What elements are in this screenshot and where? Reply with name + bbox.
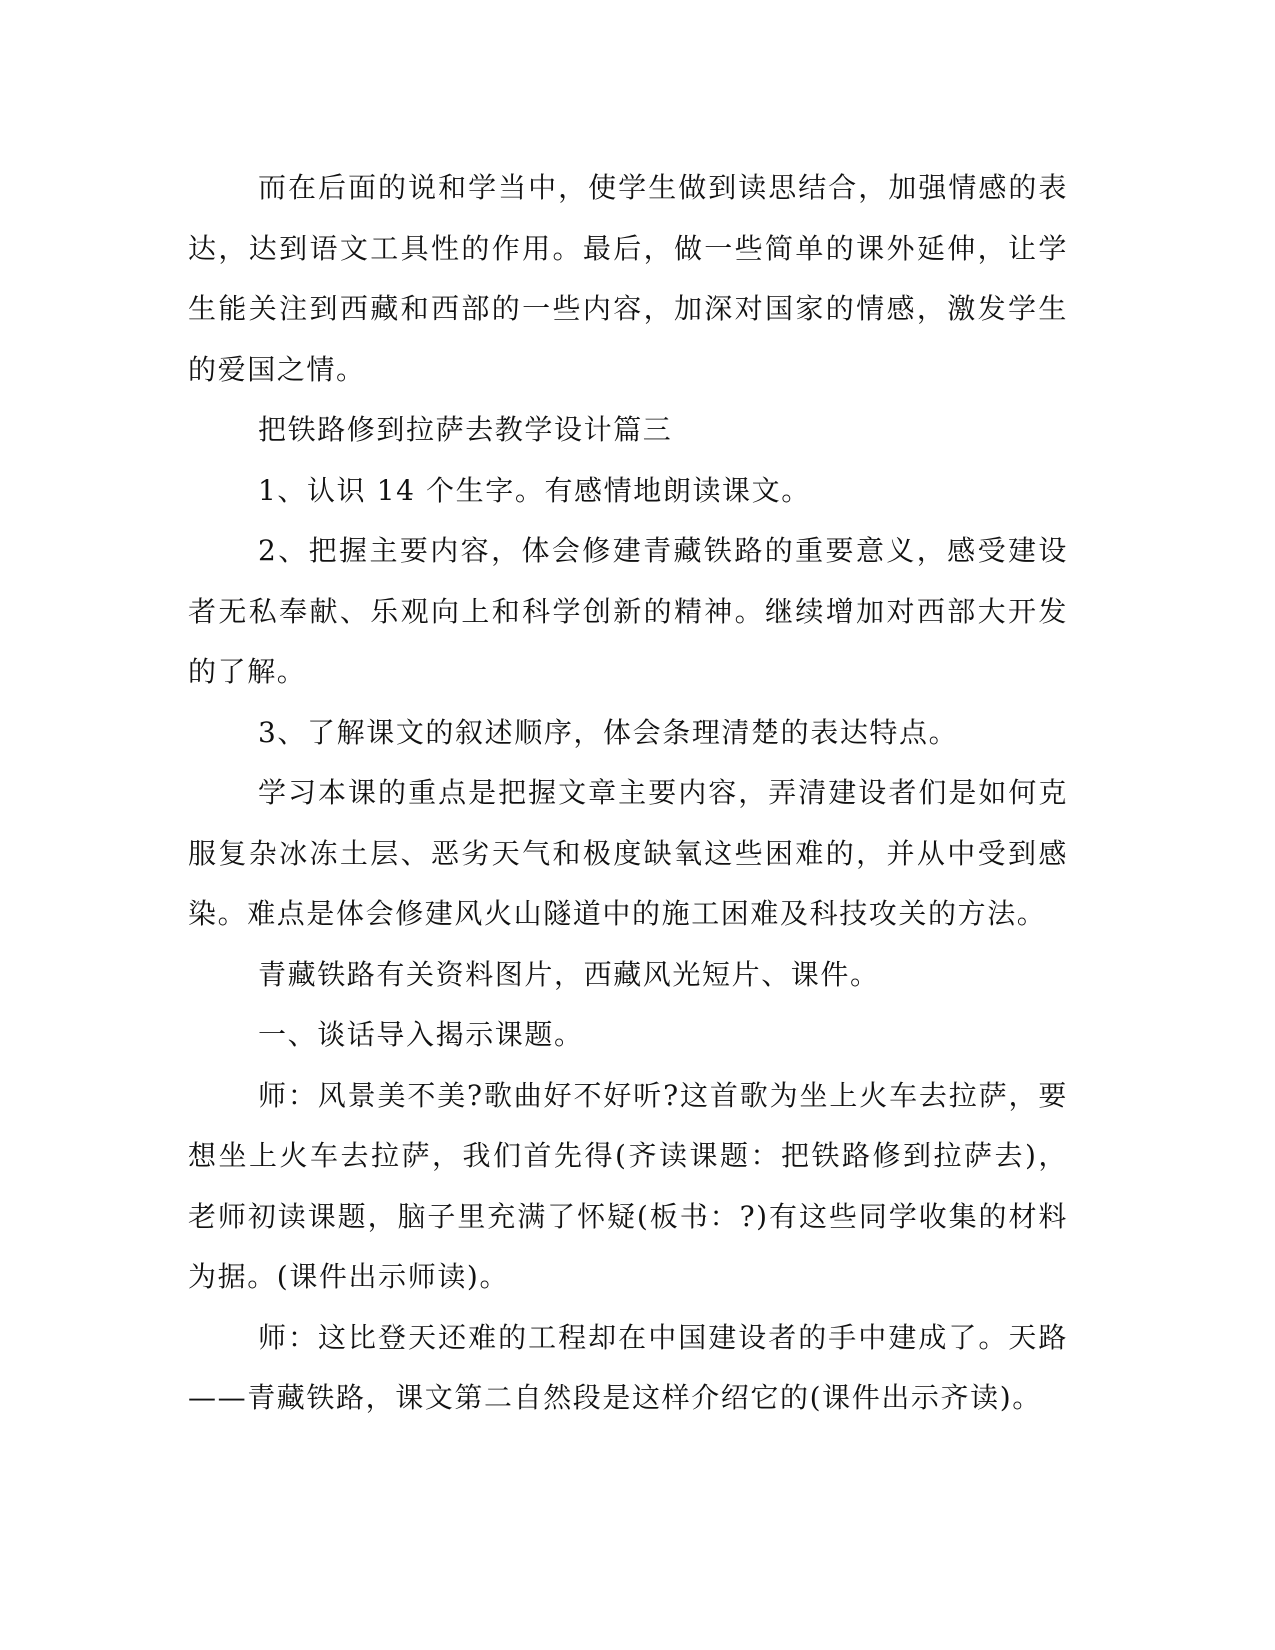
- objective-3: 3、了解课文的叙述顺序，体会条理清楚的表达特点。: [258, 715, 959, 749]
- document-body: [188, 158, 1068, 1429]
- key-points-paragraph: 学习本课的重点是把握文章主要内容，弄清建设者们是如何克服复杂冰冻土层、恶劣天气和极度缺氧这些困难的，并从中受到感染。难点是体会修建风火山隧道中的施工困难及科技攻关的方法。: [188, 776, 1068, 930]
- section-title: 把铁路修到拉萨去教学设计篇三: [258, 413, 673, 446]
- materials-paragraph: 青藏铁路有关资料图片，西藏风光短片、课件。: [258, 957, 880, 991]
- step-heading: 一、谈话导入揭示课题。: [258, 1018, 584, 1051]
- objective-1: 1、认识 14 个生字。有感情地朗读课文。: [258, 473, 811, 507]
- teacher-dialogue-1: 师：风景美不美?歌曲好不好听?这首歌为坐上火车去拉萨，要想坐上火车去拉萨，我们首先得(齐读课题：把铁路修到拉萨去)，老师初读课题，脑子里充满了怀疑(板书：?)有这些同学收集的材料为据。(课件出示师读)。: [188, 1078, 1068, 1293]
- paragraph-closing-summary: 而在后面的说和学当中，使学生做到读思结合，加强情感的表达，达到语文工具性的作用。最后，做一些简单的课外延伸，让学生能关注到西藏和西部的一些内容，加深对国家的情感，激发学生的爱国之情。: [188, 171, 1068, 386]
- objective-2: 2、把握主要内容，体会修建青藏铁路的重要意义，感受建设者无私奉献、乐观向上和科学创新的精神。继续增加对西部大开发的了解。: [188, 534, 1068, 688]
- teacher-dialogue-2: 师：这比登天还难的工程却在中国建设者的手中建成了。天路——青藏铁路，课文第二自然段是这样介绍它的(课件出示齐读)。: [188, 1320, 1068, 1414]
